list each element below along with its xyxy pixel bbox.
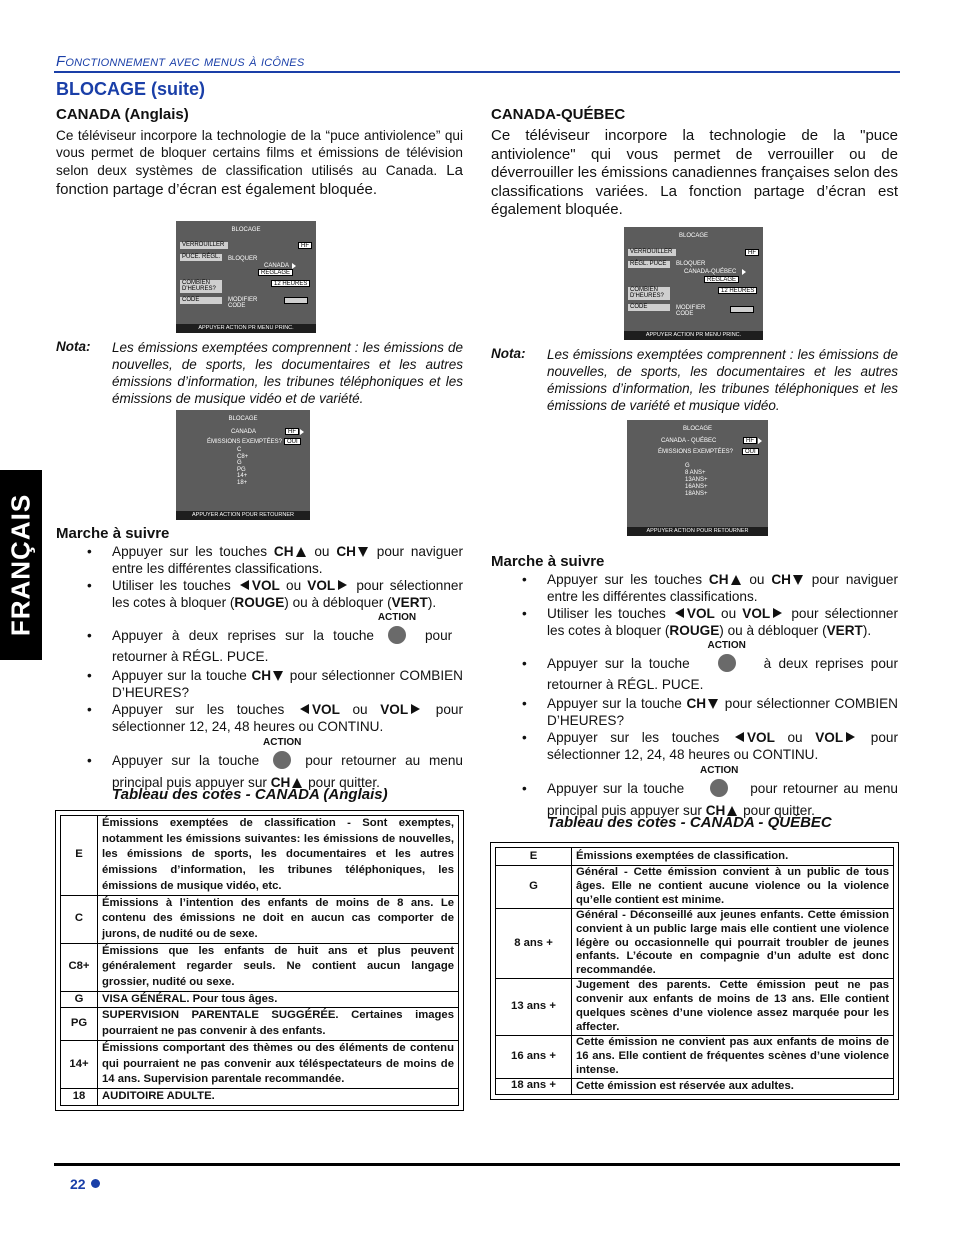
osd-rating: C	[237, 447, 242, 453]
osd-value: OUI	[284, 438, 301, 445]
intro-text-large: La fonction partage d’écran est également bloquée.	[56, 162, 463, 198]
osd-rating: 18ANS+	[685, 491, 708, 497]
osd-item-puce: RÉGL. PUCE	[628, 261, 670, 268]
osd-value: HF	[743, 437, 757, 444]
heading-canada-quebec: CANADA-QUÉBEC	[491, 106, 626, 123]
osd-item-code: CODE	[628, 304, 670, 311]
osd-value: 12 HEURES	[718, 287, 757, 294]
osd-text: BLOQUER	[228, 256, 258, 262]
osd-arrow-icon	[300, 429, 304, 435]
arrow-right-icon	[773, 608, 782, 618]
list-item: • Appuyer à deux reprises sur la touche ACTION pour retourner à RÉGL. PUCE.	[87, 612, 453, 664]
intro-text: Ce téléviseur incorpore la technologie de la “puce antiviolence” qui vous permet de bloquer certains films et émissions de télévision selon deux systèmes de classification utilisés au Canada.	[56, 128, 463, 178]
osd-text: CANADA - QUÉBEC	[661, 438, 717, 444]
osd-item-verrouiller: VERROUILLER	[628, 249, 676, 256]
table-row: G Général - Cette émission convient à un public de tous âges. Elle ne contient aucune violence ou la violence qu’elle contient est minime.	[496, 866, 894, 909]
osd-rating: 13ANS+	[685, 477, 708, 483]
list-item: • Appuyer sur les touches VOL ou VOL pour sélectionner 12, 24, 48 heures ou CONTINU.	[87, 702, 463, 734]
osd-blocage-menu	[176, 221, 316, 333]
osd-text: CANADA	[264, 263, 290, 269]
osd-status-bar: APPUYER ACTION POUR RETOURNER	[176, 511, 310, 520]
osd-value: HF	[745, 249, 759, 256]
table-row: 18 AUDITOIRE ADULTE.	[61, 1088, 459, 1105]
table-title-quebec: Tableau des cotes - CANADA - QUÉBEC	[547, 814, 832, 831]
arrow-down-icon	[358, 547, 368, 557]
osd-value: RÉGLAGE	[704, 276, 739, 283]
osd-rating-list	[237, 447, 248, 486]
arrow-down-icon	[793, 575, 803, 585]
arrow-right-icon	[338, 580, 347, 590]
osd-item-heures: COMBIEN D'HEURES?	[180, 280, 222, 293]
osd-text: MODIFIER CODE	[676, 305, 706, 317]
osd-item-puce: PUCE. RÉGL.	[182, 254, 221, 260]
arrow-down-icon	[708, 699, 718, 709]
osd-rating: G	[237, 460, 242, 466]
nota-label: Nota:	[491, 346, 526, 361]
language-tab	[0, 470, 42, 660]
bullet-icon	[91, 1179, 100, 1188]
rating-table-quebec	[490, 842, 899, 1100]
steps-list-anglais	[56, 543, 463, 794]
steps-list-quebec	[491, 571, 898, 822]
osd-title: BLOCAGE	[228, 416, 258, 422]
table-row: 18 ans + Cette émission est réservée aux adultes.	[496, 1078, 894, 1094]
osd-item-heures: COMBIEN D'HEURES?	[628, 287, 670, 300]
osd-value: HF	[298, 242, 312, 249]
table-row: 16 ans + Cette émission ne convient pas aux enfants de moins de 16 ans. Elle contient de fréquentes scènes d’une violence intense.	[496, 1035, 894, 1078]
osd-rating: PG	[237, 466, 246, 473]
section-title: Fonctionnement avec menus à icônes	[56, 53, 305, 70]
action-button-icon: ACTION	[374, 625, 420, 642]
table-title-anglais: Tableau des cotes - CANADA (Anglais)	[112, 786, 388, 803]
osd-blocage-menu-quebec	[624, 227, 763, 340]
osd-value: OUI	[742, 448, 759, 455]
list-item: • Utiliser les touches VOL ou VOL pour sélectionner les cotes à bloquer (ROUGE) ou à débloquer (VERT).	[522, 606, 898, 638]
page-title: BLOCAGE (suite)	[56, 79, 206, 99]
osd-text: BLOQUER	[676, 261, 706, 267]
osd-rating: G	[685, 463, 690, 469]
osd-text: CANADA-QUÉBEC	[684, 269, 737, 275]
osd-status-bar: APPUYER ACTION PR MENU PRINC.	[176, 324, 316, 333]
steps-heading: Marche à suivre	[56, 525, 170, 542]
osd-rating-list	[685, 463, 708, 498]
arrow-up-icon	[731, 575, 741, 585]
list-item: • Appuyer sur les touches CH ou CH pour naviguer entre les différentes classifications.	[87, 544, 463, 576]
osd-rating: 8 ANS+	[685, 470, 706, 476]
table-row: 8 ans + Général - Déconseillé aux jeunes enfants. Cette émission convient à un public large mais elle contient une violence légère ou occasionnelle qui pourrait troubler de jeunes enfants. L’écoute en compagnie d’un adulte est donc recommandée.	[496, 908, 894, 979]
action-button-icon: ACTION	[704, 653, 750, 670]
arrow-left-icon	[675, 608, 684, 618]
intro-canada-quebec: Ce téléviseur incorpore la technologie de la "puce antiviolence" qui vous permet de verrouiller ou de déverrouiller les émissions canadiennes françaises selon des classifications variées. La fonction partage d’écran est également bloquée.	[491, 127, 898, 218]
table-row: G VISA GÉNÉRAL. Pour tous âges.	[61, 991, 459, 1008]
list-item: • Appuyer sur la touche ACTION pour retourner au menu principal puis appuyer sur CH pour quitter.	[87, 737, 463, 790]
nota-text: Les émissions exemptées comprennent : les émissions de nouvelles, de sports, les documentaires et les autres émissions d’information, les tribunes téléphoniques et les émissions de variété et musique vidéo.	[547, 347, 898, 413]
osd-rating: C8+	[237, 453, 249, 460]
intro-canada-anglais	[56, 127, 463, 199]
list-item: • Appuyer sur la touche CH pour sélectionner COMBIEN D’HEURES?	[522, 696, 898, 728]
osd-arrow-icon	[742, 269, 746, 275]
action-button-icon: ACTION	[696, 778, 742, 795]
arrow-left-icon	[735, 732, 744, 742]
list-item: • Appuyer sur les touches VOL ou VOL pour sélectionner 12, 24, 48 heures ou CONTINU.	[522, 730, 898, 762]
osd-value: HF	[285, 428, 299, 435]
arrow-right-icon	[846, 732, 855, 742]
osd-value: RÉGLAGE	[258, 269, 293, 276]
arrow-up-icon	[296, 547, 306, 557]
osd-status-bar: APPUYER ACTION PR MENU PRINC.	[624, 331, 763, 340]
osd-text: ÉMISSIONS EXEMPTÉES?	[658, 449, 734, 455]
osd-text: MODIFIER CODE	[228, 297, 258, 309]
list-item: • Appuyer sur la touche ACTION pour retourner au menu principal puis appuyer sur CH pour quitter.	[522, 765, 898, 818]
list-item: • Utiliser les touches VOL ou VOL pour sélectionner les cotes à bloquer (ROUGE) ou à débloquer (VERT).	[87, 578, 463, 610]
osd-rating: 18+	[237, 479, 248, 486]
action-button-icon: ACTION	[259, 750, 305, 767]
osd-title: BLOCAGE	[682, 426, 712, 432]
osd-exemptees-menu-quebec	[627, 420, 768, 536]
osd-rating: 16ANS+	[685, 484, 708, 490]
arrow-left-icon	[240, 580, 249, 590]
footer-rule	[54, 1163, 900, 1166]
osd-status-bar: APPUYER ACTION POUR RETOURNER	[627, 527, 768, 536]
heading-canada-anglais: CANADA (Anglais)	[56, 106, 189, 123]
language-tab-label: FRANÇAIS	[5, 493, 36, 637]
list-item: • Appuyer sur la touche ACTION à deux reprises pour retourner à RÉGL. PUCE.	[522, 640, 898, 692]
table-row: E Émissions exemptées de classification.	[496, 848, 894, 866]
osd-title: BLOCAGE	[678, 233, 708, 239]
table-row: C8+ Émissions que les enfants de huit ans et plus peuvent généralement regarder seuls. Ne contient aucun langage grossier, nudité ou sexe.	[61, 943, 459, 991]
rating-table-anglais	[55, 810, 464, 1111]
header-rule	[54, 71, 900, 73]
nota-label: Nota:	[56, 339, 91, 354]
table-row: E Émissions exemptées de classification - Sont exemptes, notamment les émissions suivantes: les émissions de nouvelles, les émissions de sports, les documentaires et les autres émissions d’information, les tribunes téléphoniques, les émissions de musique vidéo, etc.	[61, 816, 459, 896]
osd-text: ÉMISSIONS EXEMPTÉES?	[207, 439, 283, 445]
arrow-down-icon	[273, 671, 283, 681]
osd-value: _ _ _ _	[730, 306, 754, 313]
nota-text: Les émissions exemptées comprennent : les émissions de nouvelles, de sports, les documentaires et les autres émissions d’information, les tribunes téléphoniques et les émissions de musique vidéo et de variété.	[112, 340, 463, 406]
table-row: C Émissions à l’intention des enfants de moins de 8 ans. Le contenu des émissions ne doit en aucun cas comporter de jurons, de nudité ou de sexe.	[61, 895, 459, 943]
table-row: 13 ans + Jugement des parents. Cette émission peut ne pas convenir aux enfants de moins de 13 ans. Elle contient quelques scènes d’une violence assez marquée pour les affecter.	[496, 979, 894, 1036]
arrow-right-icon	[411, 704, 420, 714]
osd-item-code: CODE	[180, 297, 222, 304]
osd-item-verrouiller: VERROUILLER	[180, 242, 228, 249]
osd-value: 12 HEURES	[271, 280, 310, 287]
osd-arrow-icon	[758, 438, 762, 444]
osd-text: CANADA	[231, 429, 257, 435]
page-number: 22	[70, 1176, 100, 1192]
table-row: PG SUPERVISION PARENTALE SUGGÉRÉE. Certaines images pourraient ne pas convenir à des enfants.	[61, 1008, 459, 1040]
table-row: 14+ Émissions comportant des thèmes ou des éléments de contenu qui pourraient ne pas convenir aux téléspectateurs de moins de 14 ans. Supervision parentale recommandée.	[61, 1040, 459, 1088]
osd-rating: 14+	[237, 473, 248, 479]
osd-title: BLOCAGE	[231, 227, 261, 233]
osd-exemptees-menu	[176, 410, 310, 520]
steps-heading: Marche à suivre	[491, 553, 605, 570]
list-item: • Appuyer sur les touches CH ou CH pour naviguer entre les différentes classifications.	[522, 572, 898, 604]
arrow-left-icon	[300, 704, 309, 714]
list-item: • Appuyer sur la touche CH pour sélectionner COMBIEN D’HEURES?	[87, 668, 463, 700]
osd-value: _ _ _ _	[284, 297, 308, 304]
